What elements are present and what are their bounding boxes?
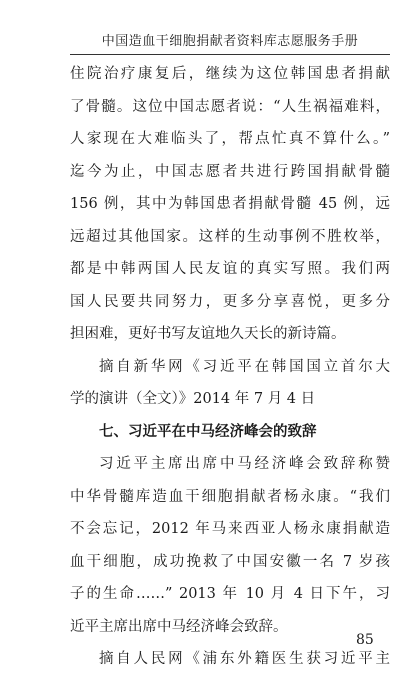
body-line: 国人民要共同努力，更多分享喜悦，更多分: [70, 293, 390, 310]
body-line: 都是中韩两国人民友谊的真实写照。我们两: [70, 261, 390, 277]
body-line: 子的生命……” 2013 年 10 月 4 日下午，习: [70, 586, 390, 602]
body-line: 血干细胞，成功挽救了中国安徽一名 7 岁孩: [70, 553, 390, 570]
body-line: 中华骨髓库造血干细胞捐献者杨永康。“我们: [70, 488, 390, 505]
source-citation-line: 摘自人民网《浦东外籍医生获习近平主: [99, 651, 390, 667]
page-body: [70, 58, 390, 676]
body-line: 住院治疗康复后，继续为这位韩国患者捐献: [70, 66, 390, 82]
section-heading: 七、习近平在中马经济峰会的致辞: [99, 423, 317, 440]
body-line: 近平主席出席中马经济峰会致辞。: [70, 618, 288, 635]
header-rule: [70, 54, 390, 55]
body-line: 习近平主席出席中马经济峰会致辞称赞: [99, 456, 390, 472]
body-line: 远超过其他国家。这样的生动事例不胜枚举，: [70, 228, 390, 245]
running-header: 中国造血干细胞捐献者资料库志愿服务手册: [101, 34, 359, 49]
body-line: 不会忘记，2012 年马来西亚人杨永康捐献造: [70, 521, 390, 537]
body-line: 担困难，更好书写友谊地久天长的新诗篇。: [70, 326, 346, 342]
source-citation-line: 摘自新华网《习近平在韩国国立首尔大: [99, 358, 390, 375]
body-line: 156 例，其中为韩国患者捐献骨髓 45 例，远: [70, 196, 390, 212]
page-number: 85: [356, 632, 374, 648]
source-citation-line: 学的演讲（全文）》2014 年 7 月 4 日: [70, 391, 316, 407]
body-line: 人家现在大难临头了，帮点忙真不算什么。”: [70, 131, 390, 147]
body-line: 了骨髓。这位中国志愿者说：“人生祸福难料，: [70, 98, 390, 115]
body-line: 迄今为止，中国志愿者共进行跨国捐献骨髓: [70, 163, 390, 180]
